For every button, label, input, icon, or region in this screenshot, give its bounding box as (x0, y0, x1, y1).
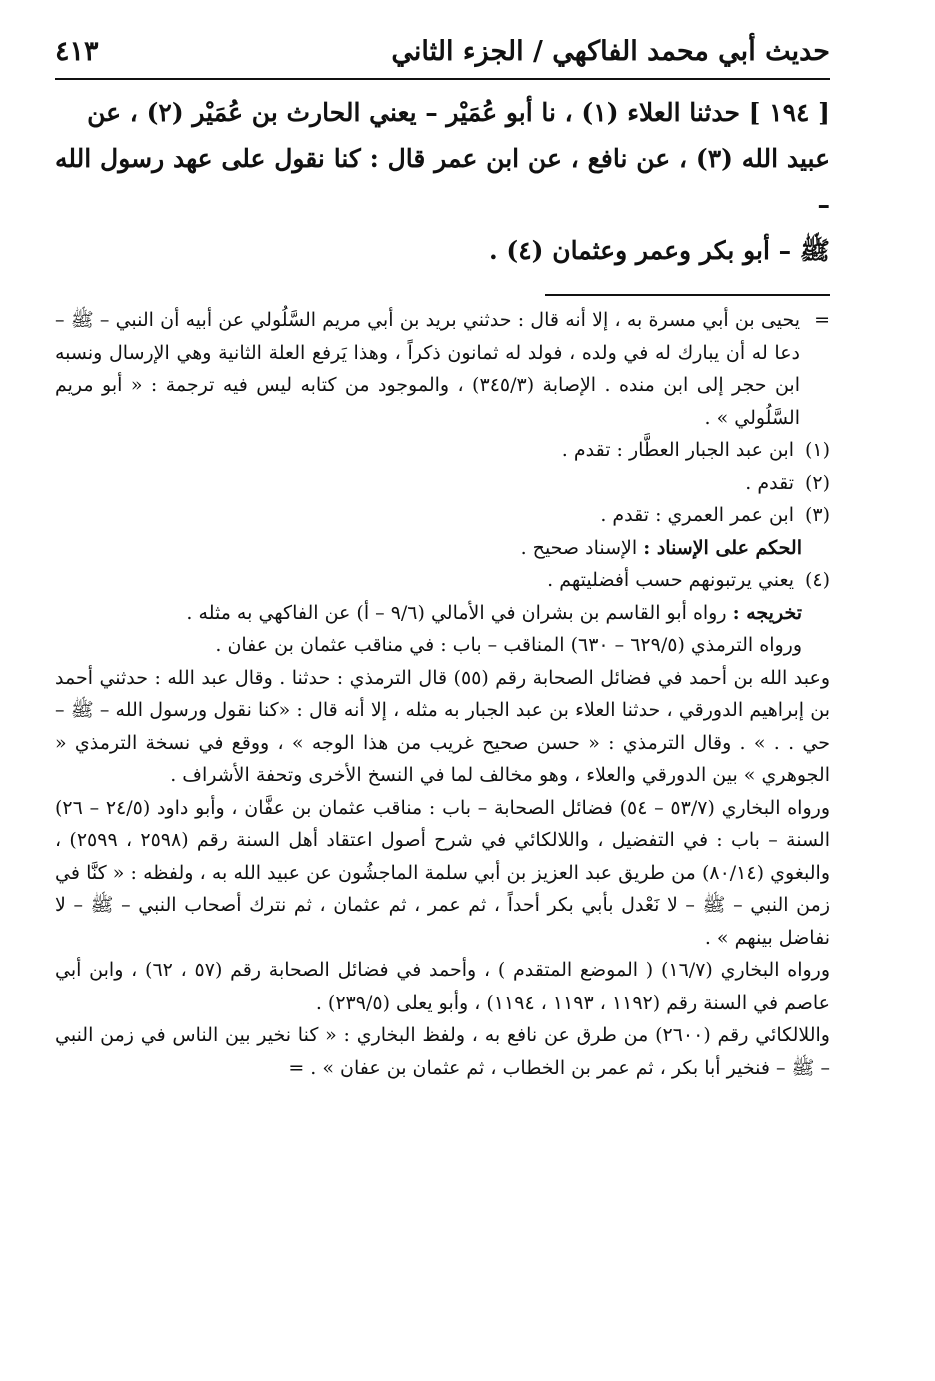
footnote-text: يعني يرتبونهم حسب أفضليتهم . (547, 569, 794, 591)
hadith-text (55, 90, 830, 274)
continuation-text: يحيى بن أبي مسرة به ، إلا أنه قال : حدثني بريد بن أبي مريم السَّلُولي عن أبيه أن النبي – ﷺ – دعا له أن يبارك له في ولده ، فولد له ثمانون ذكراً ، وهذا يَرفع العلة الثانية وهي الإرسال ونسبه ابن حجر إلى ابن منده . الإصابة (٣٤٥/٣) ، والموجود من كتابه ليس فيه ترجمة : « أبو مريم السَّلُولي » . (55, 309, 800, 429)
footnote-separator (545, 294, 830, 296)
book-page (55, 30, 830, 1084)
running-header (55, 30, 830, 80)
takhrij-paragraph: ورواه البخاري (٥٣/٧ – ٥٤) فضائل الصحابة – باب : مناقب عثمان بن عفَّان ، وأبو داود (٢٤/٥ – ٢٦) السنة – باب : في التفضيل ، واللالكائي في شرح أصول اعتقاد أهل السنة رقم (٢٥٩٨ ، ٢٥٩٩) ، والبغوي (٨٠/١٤) من طريق عبد العزيز بن أبي سلمة الماجشُون عن عبيد الله به ، ولفظه : « كنَّا في زمن النبي – ﷺ – لا نَعْدل بأبي بكر أحداً ، ثم عمر ، ثم عثمان ، ثم نترك أصحاب النبي – ﷺ – لا نفاضل بينهم » . (55, 796, 830, 949)
ruling-text: الإسناد صحيح . (520, 536, 638, 559)
footnote-mark: (١) (804, 439, 830, 461)
continuation-mark: = (814, 309, 830, 331)
takhrij-label: تخريجه : (732, 601, 802, 624)
hadith-line: عبيد الله (٣) ، عن نافع ، عن ابن عمر قال : كنا نقول على عهد رسول الله – (55, 144, 830, 219)
ruling-label: الحكم على الإسناد : (643, 536, 802, 559)
footnote-3 (55, 499, 830, 532)
takhrij (55, 597, 830, 630)
isnad-ruling (55, 532, 830, 565)
page-number: ٤١٣ (55, 36, 99, 67)
footnote-2 (55, 467, 830, 500)
takhrij-paragraph: واللالكائي رقم (٢٦٠٠) من طرق عن نافع به ، ولفظ البخاري : « كنا نخير بين الناس في زمن النبي – ﷺ – فنخير أبا بكر ، ثم عمر بن الخطاب ، ثم عثمان بن عفان » . = (55, 1024, 830, 1079)
takhrij-paragraph: وعبد الله بن أحمد في فضائل الصحابة رقم (٥٥) قال الترمذي : حدثنا . وقال عبد الله : حدثني أحمد بن إبراهيم الدورقي ، حدثنا العلاء بن عبد الجبار به مثله ، إلا أنه قال : «كنا نقول ورسول الله – ﷺ – حي . . » . وقال الترمذي : « حسن صحيح غريب من هذا الوجه » ، ووقع في نسخة الترمذي « الجوهري » بين الدورقي والعلاء ، وهو مخالف لما في النسخ الأخرى وتحفة الأشراف . (55, 666, 830, 786)
footnote-text: تقدم . (745, 471, 794, 494)
takhrij-paragraph: ورواه البخاري (١٦/٧) ( الموضع المتقدم ) ، وأحمد في فضائل الصحابة رقم (٥٧ ، ٦٢) ، وابن أبي عاصم في السنة رقم (١١٩٢ ، ١١٩٣ ، ١١٩٤) ، وأبو يعلى (٢٣٩/٥) . (55, 959, 831, 1014)
hadith-line: ﷺ – أبو بكر وعمر وعثمان (٤) . (488, 236, 830, 265)
footnote-mark: (٣) (804, 504, 830, 526)
footnote-text: ابن عمر العمري : تقدم . (600, 504, 794, 526)
footnote-continuation (55, 304, 830, 434)
footnote-mark: (٤) (804, 569, 830, 591)
running-title: حديث أبي محمد الفاكهي / الجزء الثاني (391, 36, 830, 67)
footnote-text: ابن عبد الجبار العطَّار : تقدم . (561, 439, 794, 461)
takhrij-paragraph: ورواه الترمذي (٦٢٩/٥ – ٦٣٠) المناقب – باب : في مناقب عثمان بن عفان . (215, 634, 802, 656)
footnote-mark: (٢) (804, 471, 830, 494)
footnote-4 (55, 564, 830, 597)
footnote-1 (55, 434, 830, 467)
takhrij-text: رواه أبو القاسم بن بشران في الأمالي (٩/٦ – أ) عن الفاكهي به مثله . (186, 601, 727, 624)
footnotes (55, 304, 830, 1084)
hadith-line: [ ١٩٤ ] حدثنا العلاء (١) ، نا أبو عُمَيْر – يعني الحارث بن عُمَيْر (٢) ، عن (87, 98, 830, 127)
